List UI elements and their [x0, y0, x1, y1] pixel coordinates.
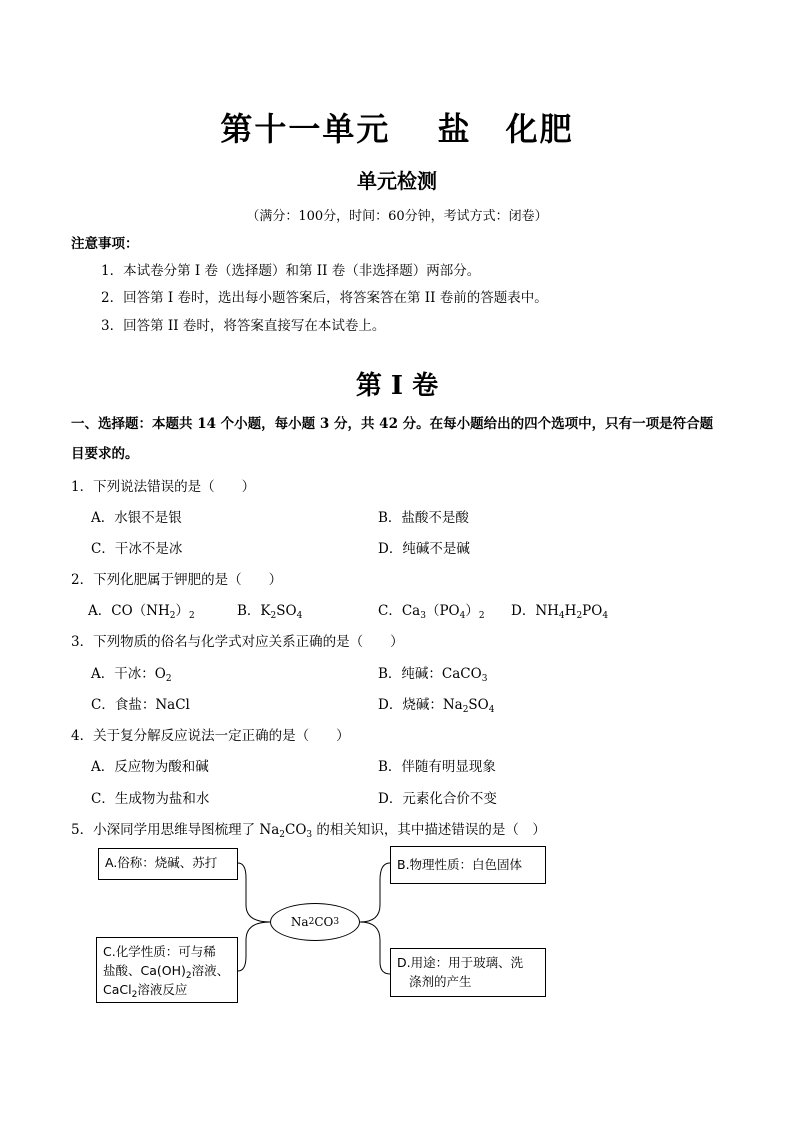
question-stem: 4．关于复分解反应说法一定正确的是（ ） [71, 728, 350, 744]
connector-b [360, 863, 390, 922]
connector-d [360, 922, 390, 974]
option-d: D．元素化合价不变 [378, 791, 497, 807]
exam-info: （满分：100分，时间：60分钟，考试方式：闭卷） [246, 209, 548, 224]
option-b: B．伴随有明显现象 [378, 759, 496, 775]
notice-item: 2．回答第 I 卷时，选出每小题答案后，将答案答在第 II 卷前的答题表中。 [101, 290, 548, 306]
option-b: B．盐酸不是酸 [378, 510, 469, 526]
question-stem: 3．下列物质的俗名与化学式对应关系正确的是（ ） [71, 634, 404, 650]
question-stem: 2．下列化肥属于钾肥的是（ ） [71, 572, 283, 588]
option-d: D．烧碱：$Na_2SO_4$ [378, 697, 495, 715]
page-subtitle: 单元检测 [357, 169, 437, 193]
page-title: 第十一单元 盐 化肥 [220, 110, 574, 148]
option-c: C．生成物为盐和水 [91, 791, 210, 807]
option-b: B．$K_2SO_4$ [237, 603, 303, 621]
connector-c [238, 922, 270, 971]
notice-item: 3．回答第 II 卷时，将答案直接写在本试卷上。 [101, 318, 386, 334]
connector-a [238, 863, 270, 922]
question-stem: 1．下列说法错误的是（ ） [71, 479, 256, 495]
notice-item: 1．本试卷分第 I 卷（选择题）和第 II 卷（非选择题）两部分。 [101, 263, 481, 279]
option-a: A．水银不是银 [91, 510, 182, 526]
option-a: A．干冰：$O_2$ [91, 666, 172, 684]
mindmap-box-a: A.俗称：烧碱、苏打 [98, 848, 238, 880]
option-d: D．$NH_4H_2PO_4$ [511, 603, 609, 621]
mindmap-box-d: D.用途：用于玻璃、洗 涤剂的产生 [390, 948, 546, 997]
option-c: C．食盐：NaCl [91, 697, 190, 713]
mindmap-box-b: B.物理性质：白色固体 [390, 846, 546, 884]
mindmap-center-na2co3: Na 2 CO 3 [270, 903, 360, 941]
question-stem: 5．小深同学用思维导图梳理了 $Na_2CO_3$ 的相关知识，其中描述错误的是（ ） [71, 822, 546, 840]
option-c: C．干冰不是冰 [91, 541, 183, 557]
option-c: C．$Ca_3(PO_4)_2$ [378, 603, 485, 621]
part-title: 第 I 卷 [355, 371, 439, 401]
option-a: A．反应物为酸和碱 [91, 759, 209, 775]
option-b: B．纯碱：CaCO$_3$ [378, 666, 488, 684]
option-d: D．纯碱不是碱 [378, 541, 470, 557]
section-instructions: 一、选择题：本题共 14 个小题，每小题 3 分，共 42 分。在每小题给出的四个选项中，只有一项是符合题 [71, 416, 714, 432]
notice-heading: 注意事项： [71, 236, 139, 252]
section-instructions-cont: 目要求的。 [71, 446, 139, 462]
option-a: A．$CO(NH_2)_2$ [88, 603, 195, 621]
mindmap-box-c: C.化学性质：可与稀 盐酸、$Ca(OH)_2$溶液、 CaCl$_2$溶液反应 [96, 937, 238, 1003]
